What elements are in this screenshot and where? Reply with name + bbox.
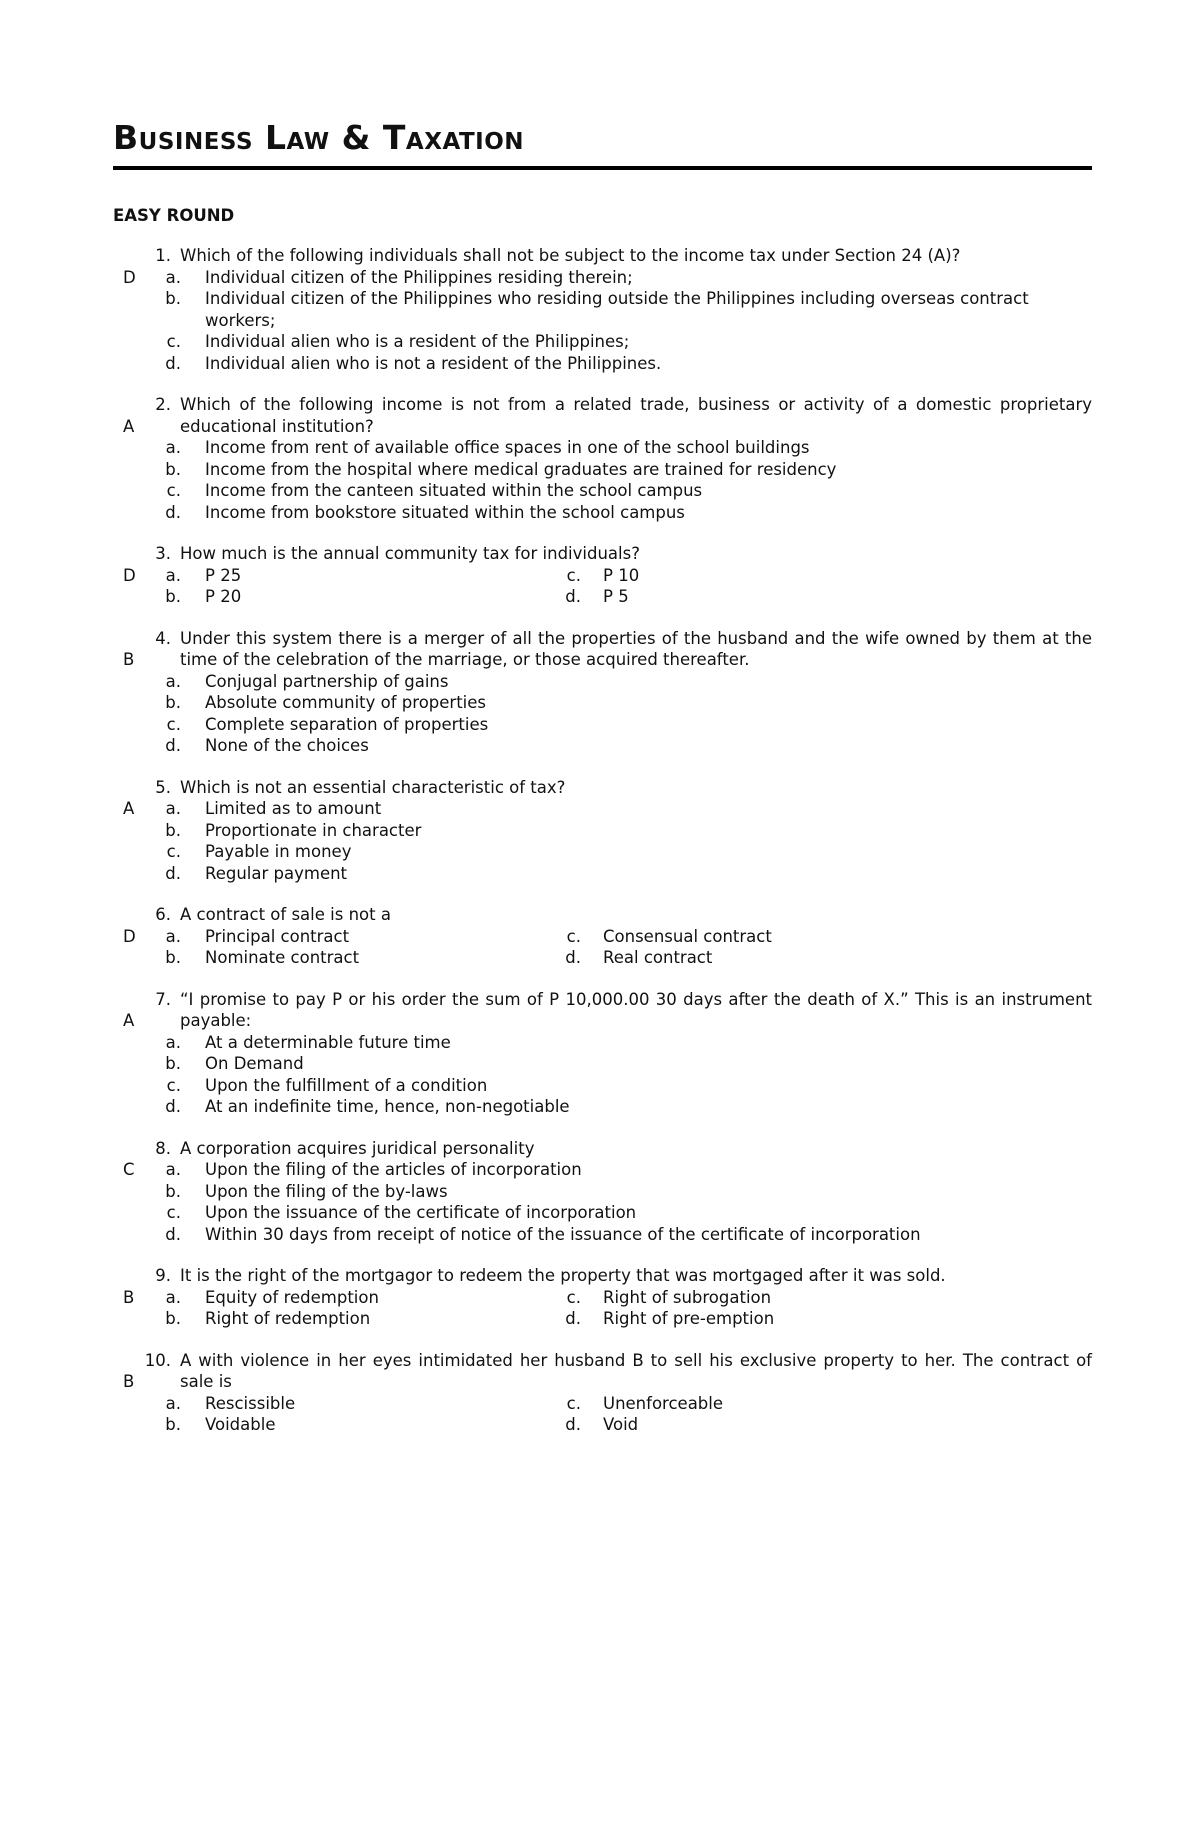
choice-letter: d. (165, 502, 181, 522)
choice-letter: b. (165, 587, 181, 606)
choice-letter: b. (165, 1054, 181, 1073)
question-item (113, 1350, 1092, 1436)
choice-letter: a. (165, 1393, 181, 1413)
choice-item (113, 331, 1092, 353)
answer-key: B (123, 1287, 135, 1307)
answer-key: D (123, 565, 136, 585)
choice-item (523, 1393, 1092, 1415)
choice-text: Right of subrogation (603, 1287, 772, 1307)
choice-item (113, 841, 1092, 863)
choice-text: Rescissible (205, 1393, 296, 1413)
choice-item (523, 1308, 1092, 1330)
question-item (113, 989, 1092, 1118)
choice-letter: d. (565, 1309, 581, 1328)
choice-letter: c. (566, 1287, 581, 1307)
section-heading: EASY ROUND (113, 206, 235, 225)
choice-letter: c. (166, 332, 181, 351)
question-item (113, 1138, 1092, 1246)
question-number: 9. (155, 1266, 171, 1285)
question-text: Which of the following income is not from a related trade, business or activity of a domestic proprietary educational institution? (180, 395, 1092, 436)
choice-letter: c. (166, 1075, 181, 1095)
choice-text: Income from rent of available office spaces in one of the school buildings (205, 438, 810, 457)
answer-key: C (123, 1160, 135, 1179)
choice-item (113, 692, 1092, 714)
question-number: 2. (155, 395, 171, 414)
choice-text: Nominate contract (205, 948, 360, 967)
choice-item (113, 1032, 1092, 1054)
choice-letter: d. (165, 1097, 181, 1116)
choice-item (113, 480, 1092, 502)
choice-letter: c. (566, 1393, 581, 1413)
choice-item (113, 1075, 1092, 1097)
question-line (113, 245, 1092, 267)
choice-item (523, 1287, 1092, 1309)
choice-text: P 25 (205, 565, 242, 585)
choice-letter: b. (165, 820, 181, 840)
answer-key: B (123, 1372, 135, 1391)
question-line (113, 904, 1092, 926)
choice-item (113, 459, 1092, 481)
answer-key: D (123, 926, 136, 946)
choice-item (113, 586, 523, 608)
choice-letter: b. (165, 289, 181, 308)
choice-text: Upon the filing of the articles of incorporation (205, 1160, 582, 1179)
choice-list (113, 671, 1092, 757)
choice-letter: a. (165, 671, 181, 691)
choice-letter: a. (165, 1032, 181, 1052)
choice-item (113, 820, 1092, 842)
choice-letter: c. (566, 565, 581, 585)
choice-item (113, 288, 1092, 331)
question-item (113, 777, 1092, 885)
choice-text: Void (603, 1415, 639, 1434)
choice-letter: d. (165, 863, 181, 883)
choice-list (113, 1032, 1092, 1118)
choice-text: Individual citizen of the Philippines residing therein; (205, 267, 633, 287)
document-title: Business Law & Taxation (113, 112, 1092, 170)
choice-list (113, 565, 1092, 608)
choice-letter: d. (165, 1224, 181, 1244)
choice-item (113, 1159, 1092, 1181)
question-item (113, 543, 1092, 608)
choice-text: Unenforceable (603, 1393, 724, 1413)
choice-item (113, 1202, 1092, 1224)
choice-text: At a determinable future time (205, 1032, 451, 1052)
question-number: 8. (155, 1138, 171, 1158)
choice-letter: b. (165, 948, 181, 967)
question-text: Which is not an essential characteristic of tax? (180, 777, 566, 797)
choice-text: Upon the issuance of the certificate of incorporation (205, 1203, 637, 1222)
question-text: A contract of sale is not a (180, 905, 391, 924)
choice-item (113, 267, 1092, 289)
choice-item (113, 863, 1092, 885)
answer-key: A (123, 799, 135, 818)
choice-item (113, 1224, 1092, 1246)
choice-item (113, 502, 1092, 524)
choice-item (113, 1414, 523, 1436)
choice-item (113, 565, 523, 587)
choice-letter: a. (165, 1160, 181, 1179)
choice-item (113, 714, 1092, 736)
question-number: 6. (155, 905, 171, 924)
choice-item (523, 1414, 1092, 1436)
choice-text: Right of redemption (205, 1309, 371, 1328)
choice-text: Real contract (603, 948, 713, 967)
choice-text: Equity of redemption (205, 1287, 379, 1307)
choice-letter: c. (166, 714, 181, 734)
question-item (113, 904, 1092, 969)
choice-text: Right of pre-emption (603, 1309, 775, 1328)
choice-letter: c. (166, 481, 181, 500)
choice-text: Proportionate in character (205, 820, 422, 840)
choice-text: Upon the fulfillment of a condition (205, 1075, 488, 1095)
choice-text: Individual citizen of the Philippines who residing outside the Philippines including overseas contract workers; (205, 289, 1029, 330)
answer-key: A (123, 416, 135, 436)
choice-letter: d. (565, 587, 581, 606)
choice-item (113, 947, 523, 969)
question-item (113, 1265, 1092, 1330)
choice-letter: c. (166, 842, 181, 861)
choice-text: Within 30 days from receipt of notice of the issuance of the certificate of incorporation (205, 1224, 921, 1244)
question-line (113, 1138, 1092, 1160)
choice-list (113, 1287, 1092, 1330)
question-line (113, 1265, 1092, 1287)
choice-letter: b. (165, 1309, 181, 1328)
choice-text: Conjugal partnership of gains (205, 671, 449, 691)
choice-list (113, 437, 1092, 523)
question-number: 7. (155, 989, 171, 1009)
question-text: “I promise to pay P or his order the sum of P 10,000.00 30 days after the death of X.” This is an instrument payable: (180, 989, 1092, 1030)
question-line (113, 543, 1092, 565)
choice-letter: d. (165, 736, 181, 755)
question-item (113, 628, 1092, 757)
choice-letter: d. (165, 353, 181, 373)
choice-text: P 5 (603, 587, 629, 606)
choice-text: Income from the hospital where medical graduates are trained for residency (205, 459, 837, 479)
choice-text: Voidable (205, 1415, 276, 1434)
choice-text: Absolute community of properties (205, 693, 486, 712)
choice-text: Upon the filing of the by-laws (205, 1181, 448, 1201)
choice-item (523, 947, 1092, 969)
choice-item (113, 1053, 1092, 1075)
choice-item (523, 926, 1092, 948)
choice-list (113, 267, 1092, 375)
answer-key: B (123, 650, 135, 669)
choice-item (113, 1308, 523, 1330)
choice-item (523, 565, 1092, 587)
choice-letter: a. (165, 799, 181, 818)
choice-item (113, 1287, 523, 1309)
question-line (113, 1350, 1092, 1393)
question-text: It is the right of the mortgagor to redeem the property that was mortgaged after it was sold. (180, 1266, 946, 1285)
question-list (113, 245, 1092, 1456)
choice-item (113, 437, 1092, 459)
question-line (113, 989, 1092, 1032)
question-number: 10. (144, 1350, 171, 1370)
choice-text: Principal contract (205, 926, 350, 946)
choice-letter: d. (565, 948, 581, 967)
choice-list (113, 1159, 1092, 1245)
choice-list (113, 926, 1092, 969)
question-item (113, 245, 1092, 374)
choice-item (113, 1393, 523, 1415)
question-number: 3. (155, 544, 171, 563)
choice-letter: d. (565, 1415, 581, 1434)
choice-text: None of the choices (205, 736, 369, 755)
choice-item (113, 735, 1092, 757)
choice-text: Limited as to amount (205, 799, 382, 818)
choice-item (113, 353, 1092, 375)
question-item (113, 394, 1092, 523)
choice-item (113, 926, 523, 948)
question-text: Under this system there is a merger of all the properties of the husband and the wife owned by them at the time of the celebration of the marriage, or those acquired thereafter. (180, 628, 1092, 669)
choice-text: At an indefinite time, hence, non-negotiable (205, 1097, 570, 1116)
choice-letter: a. (165, 267, 181, 287)
choice-letter: c. (566, 926, 581, 946)
choice-item (523, 586, 1092, 608)
choice-letter: b. (165, 693, 181, 712)
choice-text: P 20 (205, 587, 242, 606)
choice-text: P 10 (603, 565, 640, 585)
choice-letter: b. (165, 459, 181, 479)
question-number: 5. (155, 777, 171, 797)
choice-item (113, 798, 1092, 820)
choice-letter: a. (165, 1287, 181, 1307)
choice-letter: a. (165, 438, 181, 457)
question-number: 1. (155, 246, 171, 265)
choice-text: Individual alien who is not a resident of the Philippines. (205, 353, 662, 373)
choice-letter: c. (166, 1203, 181, 1222)
question-text: A corporation acquires juridical personality (180, 1138, 535, 1158)
choice-text: Income from the canteen situated within the school campus (205, 481, 703, 500)
answer-key: A (123, 1011, 135, 1030)
question-line (113, 777, 1092, 799)
choice-text: Income from bookstore situated within the school campus (205, 502, 685, 522)
choice-text: Consensual contract (603, 926, 772, 946)
choice-letter: b. (165, 1415, 181, 1434)
question-line (113, 394, 1092, 437)
choice-letter: a. (165, 926, 181, 946)
question-text: A with violence in her eyes intimidated her husband B to sell his exclusive property to her. The contract of sale is (180, 1350, 1092, 1391)
question-number: 4. (155, 628, 171, 648)
choice-text: Complete separation of properties (205, 714, 489, 734)
choice-text: Payable in money (205, 842, 352, 861)
question-text: Which of the following individuals shall not be subject to the income tax under Section 24 (A)? (180, 246, 961, 265)
choice-text: Regular payment (205, 863, 348, 883)
answer-key: D (123, 267, 136, 287)
choice-text: Individual alien who is a resident of the Philippines; (205, 332, 630, 351)
choice-letter: a. (165, 565, 181, 585)
choice-letter: b. (165, 1181, 181, 1201)
choice-text: On Demand (205, 1054, 304, 1073)
choice-item (113, 1096, 1092, 1118)
choice-list (113, 798, 1092, 884)
question-text: How much is the annual community tax for individuals? (180, 544, 640, 563)
choice-item (113, 1181, 1092, 1203)
question-line (113, 628, 1092, 671)
choice-list (113, 1393, 1092, 1436)
choice-item (113, 671, 1092, 693)
